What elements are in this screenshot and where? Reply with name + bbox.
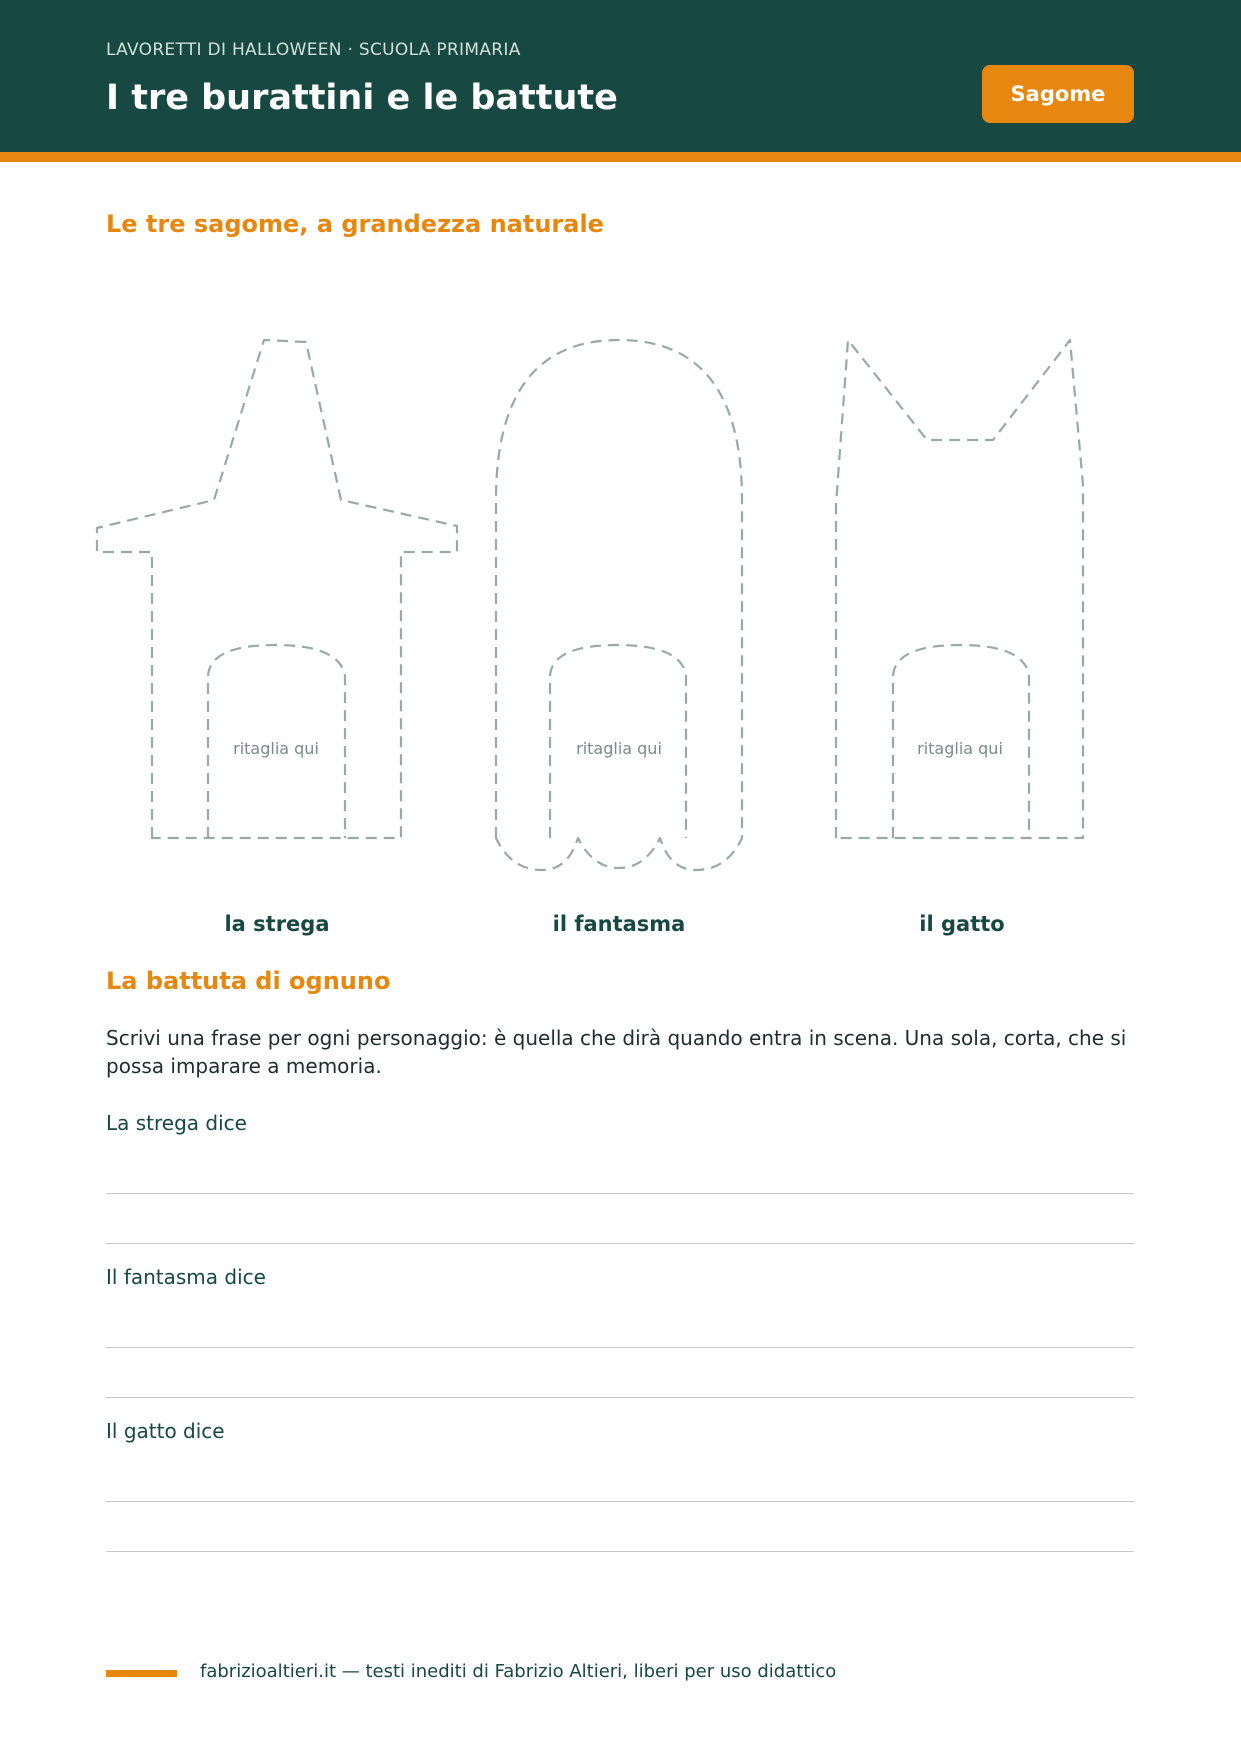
puppet-templates-drawing xyxy=(0,320,1241,880)
witch-line-label: La strega dice xyxy=(106,1111,247,1135)
sagome-badge[interactable]: Sagome xyxy=(982,65,1134,123)
cat-line-label: Il gatto dice xyxy=(106,1419,225,1443)
ghost-silhouette-icon xyxy=(496,340,742,870)
puppet-name-ghost: il fantasma xyxy=(552,912,686,936)
puppet-name-witch: la strega xyxy=(224,912,330,936)
ghost-writing-line-2[interactable] xyxy=(106,1397,1134,1398)
cat-cut-label: ritaglia qui xyxy=(917,739,1003,758)
ghost-line-label: Il fantasma dice xyxy=(106,1265,266,1289)
puppet-templates xyxy=(0,320,1241,880)
footer-accent-bar xyxy=(106,1670,177,1677)
footer-credit: fabrizioaltieri.it — testi inediti di Fabrizio Altieri, liberi per uso didattico xyxy=(200,1661,837,1682)
shapes-section-title: Le tre sagome, a grandezza naturale xyxy=(106,210,604,238)
cat-silhouette-icon xyxy=(836,340,1083,838)
puppet-name-cat: il gatto xyxy=(919,912,1005,936)
witch-writing-line-1[interactable] xyxy=(106,1193,1134,1194)
witch-writing-line-2[interactable] xyxy=(106,1243,1134,1244)
header-kicker: LAVORETTI DI HALLOWEEN · SCUOLA PRIMARIA xyxy=(106,40,521,60)
lines-section-title: La battuta di ognuno xyxy=(106,967,391,995)
ghost-cut-label: ritaglia qui xyxy=(576,739,662,758)
header-accent-rule xyxy=(0,152,1241,162)
witch-cut-label: ritaglia qui xyxy=(233,739,319,758)
ghost-writing-line-1[interactable] xyxy=(106,1347,1134,1348)
cat-writing-line-1[interactable] xyxy=(106,1501,1134,1502)
witch-silhouette-icon xyxy=(97,340,457,838)
lines-instructions: Scrivi una frase per ogni personaggio: è quella che dirà quando entra in scena. Una sola, corta, che si possa imparare a memoria. xyxy=(106,1026,1127,1078)
page-title: I tre burattini e le battute xyxy=(106,78,618,118)
cat-writing-line-2[interactable] xyxy=(106,1551,1134,1552)
